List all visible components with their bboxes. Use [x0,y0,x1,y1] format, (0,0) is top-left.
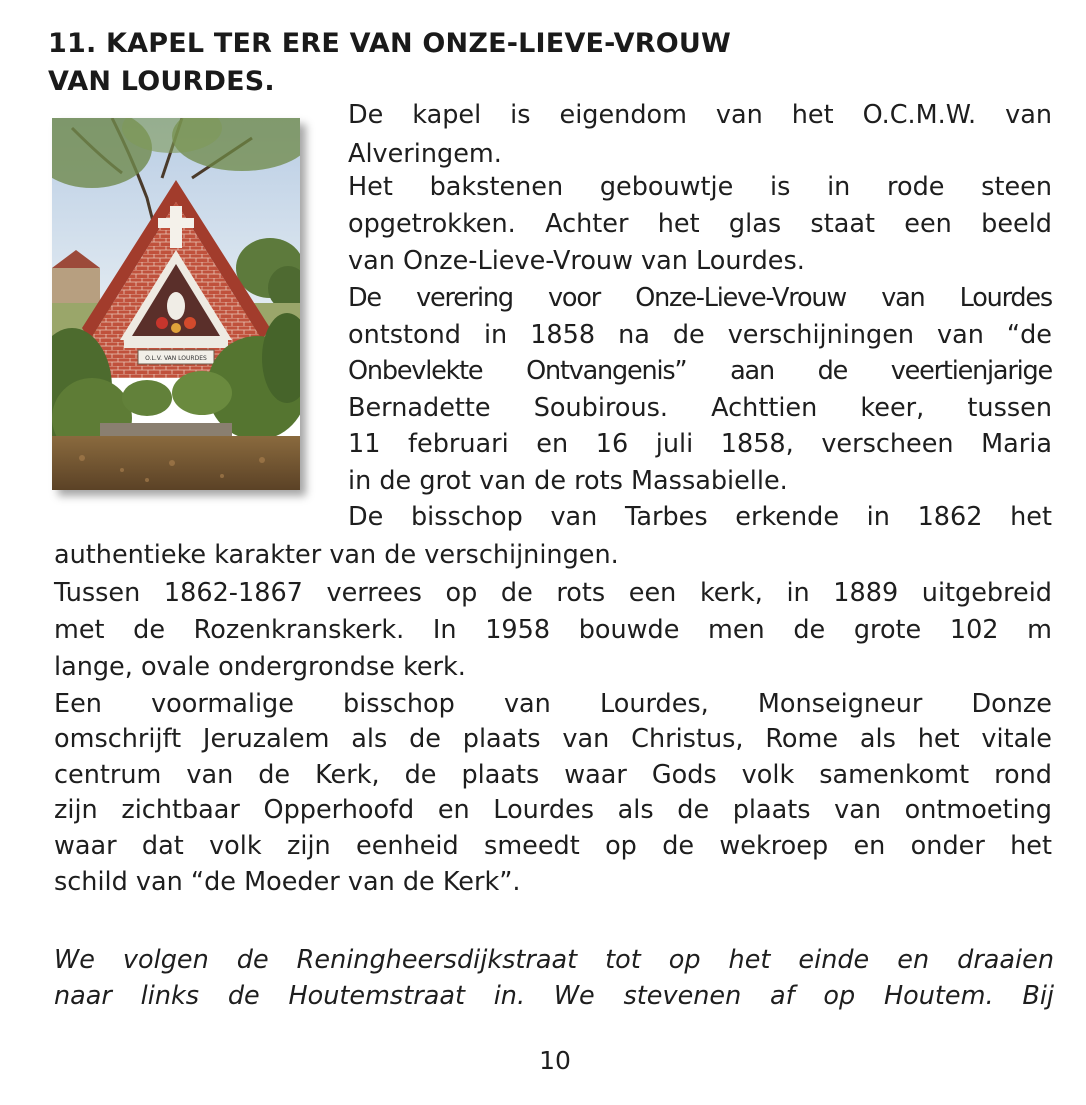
body-line: De kapel is eigendom van het O.C.M.W. van [348,100,1052,130]
route-line: We volgen de Reningheersdijkstraat tot op het einde en draaien [54,945,1054,975]
body-line: opgetrokken. Achter het glas staat een beeld [348,209,1052,239]
body-line: 11 februari en 16 juli 1858, verscheen Maria [348,429,1052,459]
body-line: waar dat volk zijn eenheid smeedt op de wekroep en onder het [54,831,1052,861]
body-line: zijn zichtbaar Opperhoofd en Lourdes als de plaats van ontmoeting [54,795,1052,825]
body-line: Alveringem. [348,139,502,169]
svg-text:O.L.V. VAN LOURDES: O.L.V. VAN LOURDES [145,355,207,362]
body-line: centrum van de Kerk, de plaats waar Gods volk samenkomt rond [54,760,1052,790]
body-line: in de grot van de rots Massabielle. [348,466,788,496]
section-title-line-2: VAN LOURDES. [48,66,275,97]
body-line: van Onze-Lieve-Vrouw van Lourdes. [348,246,805,276]
body-line: authentieke karakter van de verschijningen. [54,540,619,570]
body-line: Onbevlekte Ontvangenis” aan de veertienjarige [348,356,1052,386]
page-number: 10 [539,1046,571,1075]
body-line: Bernadette Soubirous. Achttien keer, tussen [348,393,1052,423]
route-line: naar links de Houtemstraat in. We stevenen af op Houtem. Bij [54,981,1054,1011]
body-line: Een voormalige bisschop van Lourdes, Monseigneur Donze [54,689,1052,719]
body-line: Tussen 1862-1867 verrees op de rots een kerk, in 1889 uitgebreid [54,578,1052,608]
body-line: omschrijft Jeruzalem als de plaats van Christus, Rome als het vitale [54,724,1052,754]
body-line: met de Rozenkranskerk. In 1958 bouwde men de grote 102 m [54,615,1052,645]
body-line: Het bakstenen gebouwtje is in rode steen [348,172,1052,202]
body-line: De bisschop van Tarbes erkende in 1862 het [348,502,1052,532]
body-line: ontstond in 1858 na de verschijningen van “de [348,320,1052,350]
body-line: De verering voor Onze-Lieve-Vrouw van Lourdes [348,283,1052,313]
body-line: schild van “de Moeder van de Kerk”. [54,867,521,897]
chapel-photo [52,118,300,490]
body-line: lange, ovale ondergrondse kerk. [54,652,466,682]
section-title-line-1: 11. KAPEL TER ERE VAN ONZE-LIEVE-VROUW [48,28,731,59]
